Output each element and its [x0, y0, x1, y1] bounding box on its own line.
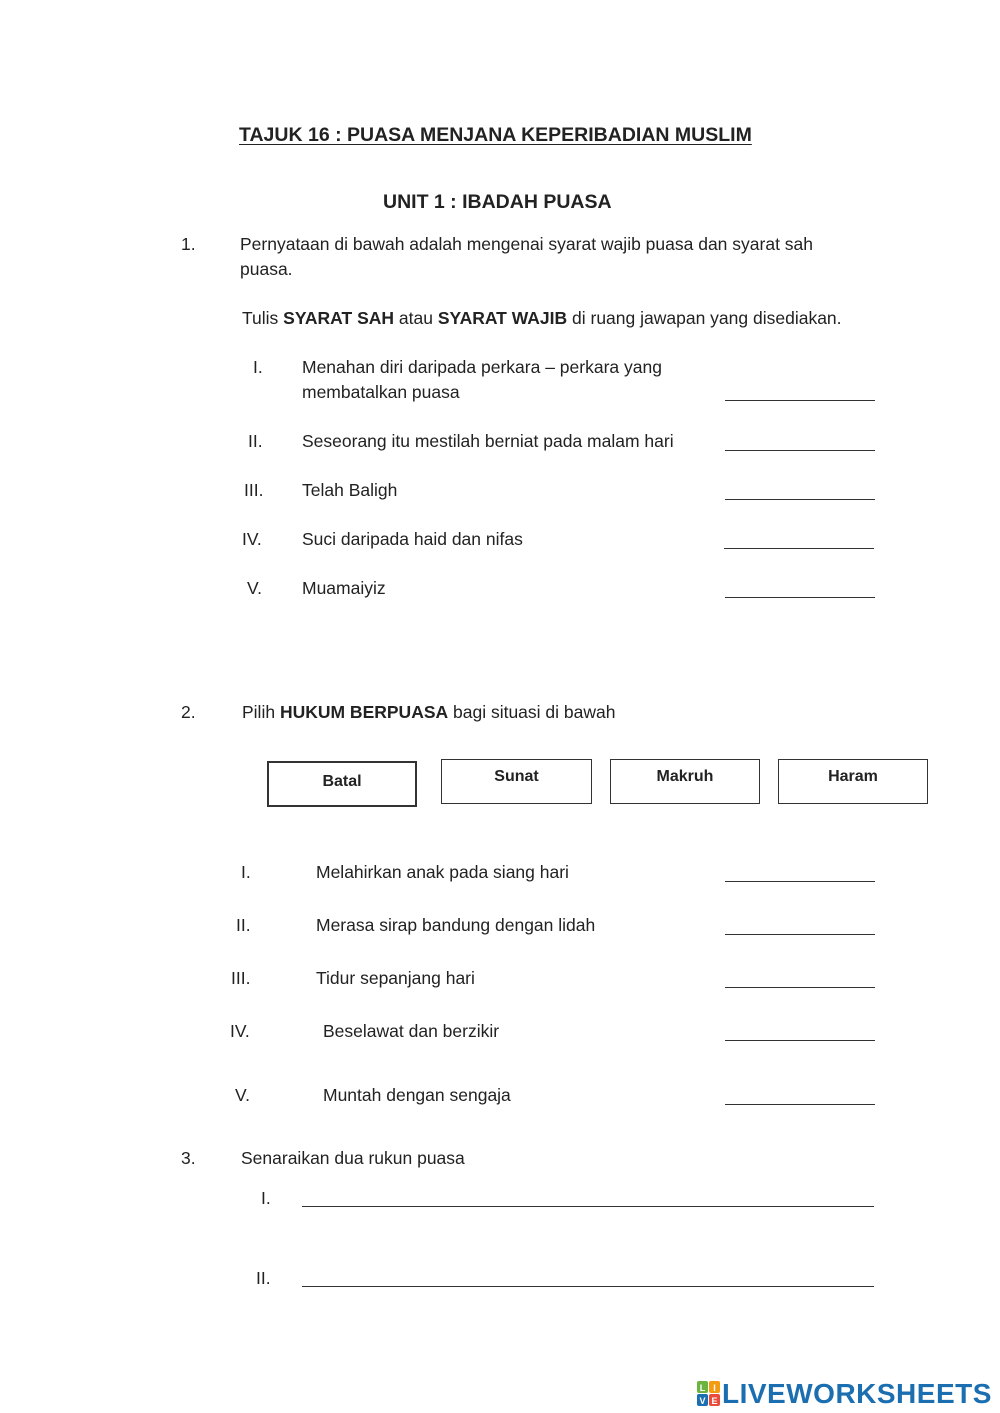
answer-blank[interactable]: [725, 449, 875, 451]
question-text: Senaraikan dua rukun puasa: [241, 1148, 465, 1168]
page-title: TAJUK 16 : PUASA MENJANA KEPERIBADIAN MUSLIM: [239, 124, 752, 146]
item-number: II.: [236, 915, 251, 935]
item-number: II.: [248, 431, 263, 451]
svg-text:I: I: [713, 1383, 716, 1393]
item-number: III.: [231, 968, 251, 988]
answer-blank[interactable]: [725, 933, 875, 935]
option-box-haram[interactable]: Haram: [778, 759, 928, 804]
item-text: Beselawat dan berzikir: [323, 1021, 500, 1041]
liveworksheets-logo: [696, 1378, 992, 1410]
item-number: V.: [235, 1085, 250, 1105]
item-text: Menahan diri daripada perkara – perkara yang: [302, 357, 662, 377]
item-number: I.: [253, 357, 263, 377]
question-text: Pernyataan di bawah adalah mengenai syarat wajib puasa dan syarat sah: [240, 234, 814, 254]
item-number: II.: [256, 1268, 271, 1288]
option-box-makruh[interactable]: Makruh: [610, 759, 760, 804]
item-number: IV.: [230, 1021, 250, 1041]
item-text: Telah Baligh: [302, 480, 398, 500]
question-instruction: [242, 308, 842, 329]
question-number: 2.: [181, 702, 196, 722]
question-number: 1.: [181, 234, 196, 254]
brand-text: LIVEWORKSHEETS: [722, 1378, 992, 1409]
item-text: Muntah dengan sengaja: [323, 1085, 511, 1105]
answer-blank[interactable]: [725, 1103, 875, 1105]
svg-text:L: L: [699, 1383, 706, 1393]
instruction-text: bagi situasi di bawah: [448, 702, 616, 722]
instruction-text: atau: [394, 308, 438, 328]
item-text: Tidur sepanjang hari: [316, 968, 475, 988]
item-text: Merasa sirap bandung dengan lidah: [316, 915, 596, 935]
item-number: V.: [247, 578, 262, 598]
svg-text:E: E: [711, 1396, 718, 1406]
answer-blank[interactable]: [302, 1205, 874, 1207]
question-text-cont: puasa.: [240, 259, 293, 279]
answer-blank[interactable]: [302, 1285, 874, 1287]
liveworksheets-mark-icon: [696, 1380, 722, 1408]
answer-blank[interactable]: [725, 498, 875, 500]
item-text: Melahirkan anak pada siang hari: [316, 862, 569, 882]
item-number: III.: [244, 480, 264, 500]
answer-blank[interactable]: [725, 399, 875, 401]
option-box-sunat[interactable]: Sunat: [441, 759, 592, 804]
instruction-emphasis: SYARAT SAH: [283, 308, 395, 328]
item-number: I.: [261, 1188, 271, 1208]
answer-blank[interactable]: [725, 596, 875, 598]
item-text: Muamaiyiz: [302, 578, 386, 598]
answer-blank[interactable]: [725, 880, 875, 882]
item-text: Suci daripada haid dan nifas: [302, 529, 523, 549]
answer-blank[interactable]: [724, 547, 874, 549]
answer-blank[interactable]: [725, 1039, 875, 1041]
item-number: IV.: [242, 529, 262, 549]
svg-text:V: V: [699, 1396, 706, 1406]
option-box-batal[interactable]: Batal: [267, 761, 417, 807]
answer-blank[interactable]: [725, 986, 875, 988]
instruction-text: di ruang jawapan yang disediakan.: [567, 308, 842, 328]
instruction-text: Tulis: [242, 308, 284, 328]
item-text: Seseorang itu mestilah berniat pada malam hari: [302, 431, 674, 451]
question-instruction: [242, 702, 615, 723]
instruction-emphasis: HUKUM BERPUASA: [279, 702, 449, 722]
unit-title: UNIT 1 : IBADAH PUASA: [383, 191, 612, 213]
item-text-cont: membatalkan puasa: [302, 382, 460, 402]
instruction-emphasis: SYARAT WAJIB: [437, 308, 568, 328]
question-number: 3.: [181, 1148, 196, 1168]
item-number: I.: [241, 862, 251, 882]
instruction-text: Pilih: [242, 702, 280, 722]
